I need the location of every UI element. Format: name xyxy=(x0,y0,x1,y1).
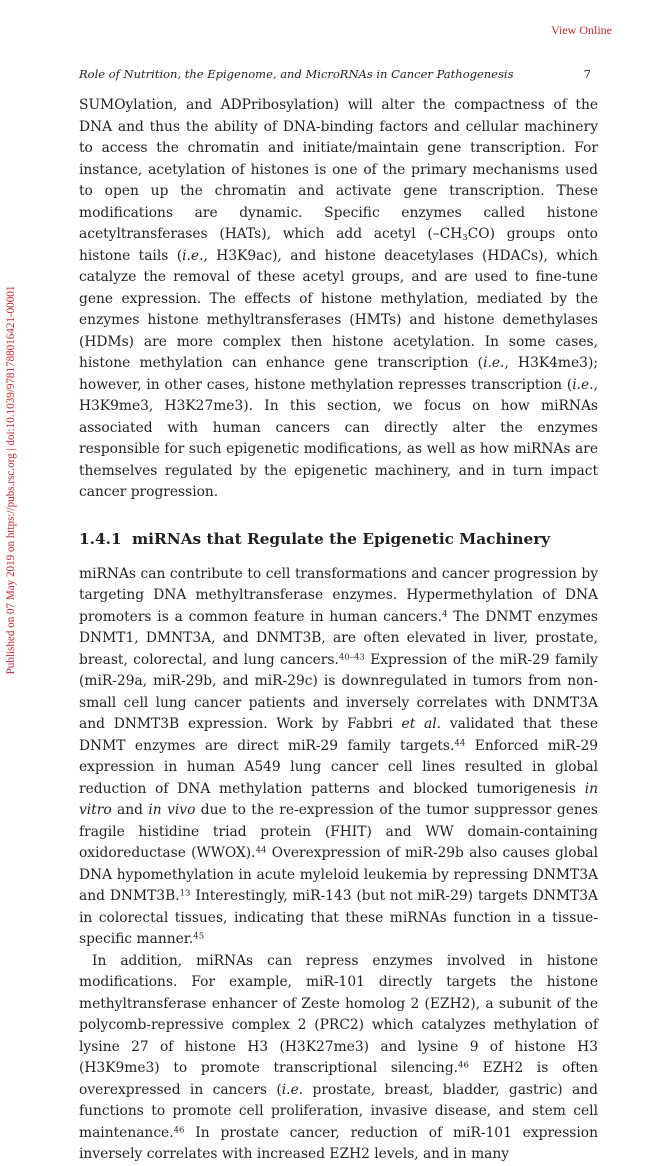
text-run: Interestingly, miR-143 (but not miR-29) targets DNMT3A in colorectal tissues, indicating that these miRNAs function in a tissue-specific manner. xyxy=(79,888,598,947)
citation-ref[interactable]: 44 xyxy=(454,737,466,748)
text-run: Enforced miR-29 expression in human A549 lung cancer cell lines resulted in global reduction of DNA methylation patterns and blocked tumorigenesis xyxy=(79,737,598,797)
body-paragraph-3 xyxy=(79,951,598,1166)
italic-term: in vivo xyxy=(148,802,196,818)
subscript: 3 xyxy=(462,233,468,244)
publication-side-note xyxy=(3,180,19,780)
text-run: prostate, breast, bladder, gastric) and functions to promote cell proliferation, invasive disease, and stem cell maintenance. xyxy=(79,1081,598,1141)
side-note-text: Published on 07 May 2019 on https://pubs.rsc.org | doi:10.1039/9781788016421-00001 xyxy=(5,285,17,675)
text-run: In prostate cancer, reduction of miR-101 expression inversely correlates with increased EZH2 levels, and in many xyxy=(79,1124,598,1162)
italic-term: in vitro xyxy=(79,780,598,818)
section-number: 1.4.1 xyxy=(79,529,122,548)
text-run: due to the re-expression of the tumor suppressor genes fragile histidine triad protein (FHIT) and WW domain-containing oxidoreductase (WWOX). xyxy=(79,802,598,861)
text-run: and xyxy=(111,802,149,818)
view-online-link[interactable]: View Online xyxy=(551,23,612,37)
italic-term: i.e. xyxy=(281,1081,304,1098)
citation-ref[interactable]: 46 xyxy=(458,1060,469,1071)
text-run: miRNAs can contribute to cell transformations and cancer progression by targeting DNA methyltransferase enzymes. Hypermethylation of DNA promoters is a common feature in human cancers. xyxy=(79,565,598,625)
text-run: EZH2 is often overexpressed in cancers ( xyxy=(79,1060,598,1098)
text-run: Overexpression of miR-29b also causes global DNA hypomethylation in acute myleloid leukemia by repressing DNMT3A and DNMT3B. xyxy=(79,845,598,904)
page-body xyxy=(79,95,598,1166)
text-run: CO) groups onto histone tails ( xyxy=(79,226,598,264)
section-title: miRNAs that Regulate the Epigenetic Machinery xyxy=(132,529,551,548)
running-title: Role of Nutrition, the Epigenome, and MicroRNAs in Cancer Pathogenesis xyxy=(79,67,514,81)
text-run: , H3K9me3, H3K27me3). In this section, we focus on how miRNAs associated with human cancers can directly alter the enzymes responsible for such epigenetic modifications, as well as how miRNAs are themselves regulated by the epigenetic machinery, and in turn impact cancer progression. xyxy=(79,376,598,500)
text-run: In addition, miRNAs can repress enzymes involved in histone modifications. For example, miR-101 directly targets the histone methyltransferase enhancer of Zeste homolog 2 (EZH2), a subunit of the polycomb-repressive complex 2 (PRC2) which catalyzes methylation of lysine 27 of histone H3 (H3K27me3) and lysine 9 of histone H3 (H3K9me3) to promote transcriptional silencing. xyxy=(79,952,598,1076)
citation-ref[interactable]: 40–43 xyxy=(338,651,365,662)
text-run: , H3K9ac), and histone deacetylases (HDACs), which catalyze the removal of these acetyl groups, and are used to fine-tune gene expression. The effects of histone methylation, mediated by the enzymes histone methyltransferases (HMTs) and histone demethylases (HDMs) are more complex then histone acetylation. In some cases, histone methylation can enhance gene transcription ( xyxy=(79,247,598,371)
italic-term: et al. xyxy=(401,716,442,732)
text-run: The DNMT enzymes DNMT1, DMNT3A, and DNMT3B, are often elevated in liver, prostate, breast, colorectal, and lung cancers. xyxy=(79,608,599,668)
section-heading xyxy=(79,528,598,550)
italic-term: i.e. xyxy=(572,376,594,393)
text-run: validated that these DNMT enzymes are direct miR-29 family targets. xyxy=(79,716,598,754)
text-run: Expression of the miR-29 family (miR-29a, miR-29b, and miR-29c) is downregulated in tumors from non-small cell lung cancer patients and inversely correlates with DNMT3A and DNMT3B expression. Work by Fabbri xyxy=(79,651,598,732)
citation-ref[interactable]: 46 xyxy=(173,1124,185,1135)
italic-term: i.e. xyxy=(182,247,204,264)
citation-ref[interactable]: 4 xyxy=(441,608,448,619)
running-header xyxy=(79,67,599,85)
text-run: , H3K4me3); however, in other cases, histone methylation represses transcription ( xyxy=(79,355,598,393)
citation-ref[interactable]: 45 xyxy=(193,931,205,942)
page-number: 7 xyxy=(583,67,591,81)
citation-ref[interactable]: 13 xyxy=(179,888,191,899)
text-run: SUMOylation, and ADPribosylation) will alter the compactness of the DNA and thus the ability of DNA-binding factors and cellular machinery to access the chromatin and initiate/maintain gene transcription. For instance, acetylation of histones is one of the primary mechanisms used to open up the chromatin and activate gene transcription. These modifications are dynamic. Specific enzymes called histone acetyltransferases (HATs), which add acetyl (–CH xyxy=(79,97,598,242)
italic-term: i.e. xyxy=(483,355,505,371)
citation-ref[interactable]: 44 xyxy=(255,845,267,856)
body-paragraph-2 xyxy=(79,564,598,951)
body-paragraph-1 xyxy=(79,95,598,504)
